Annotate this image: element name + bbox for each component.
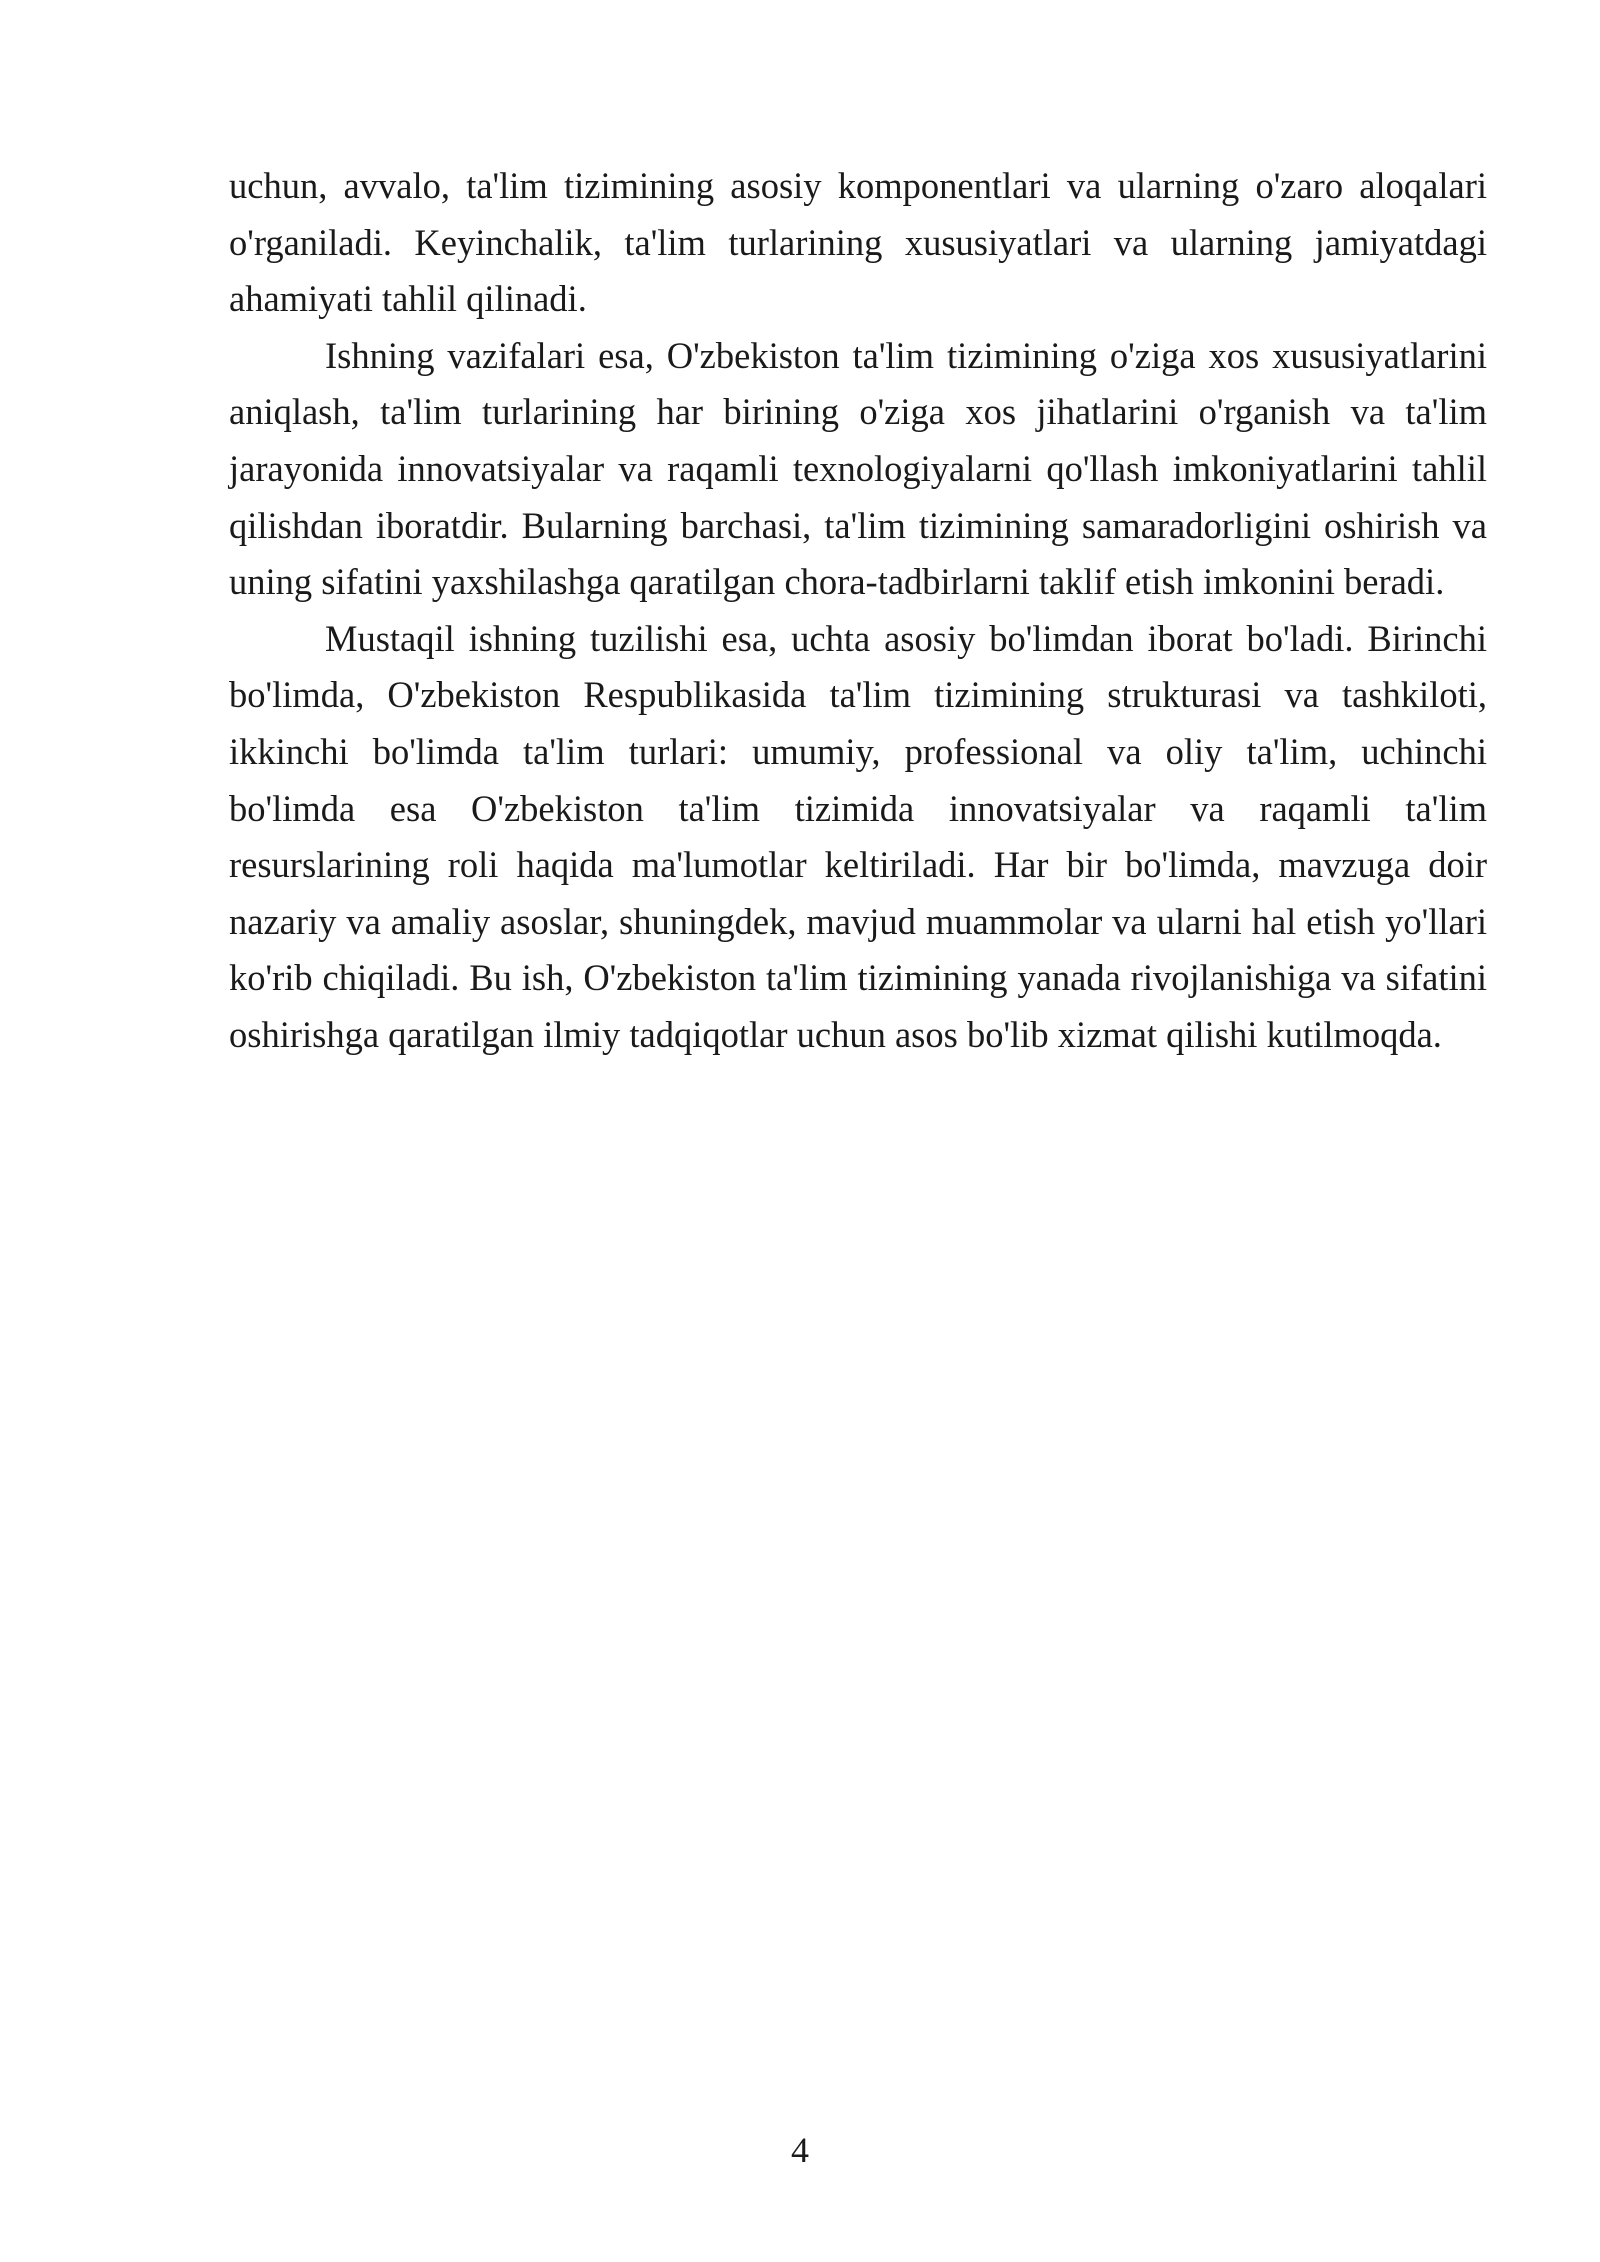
body-text — [229, 158, 1487, 1064]
paragraph-structure: Mustaqil ishning tuzilishi esa, uchta asosiy bo'limdan iborat bo'ladi. Birinchi bo'limda, O'zbekiston Respublikasida ta'lim tizimining strukturasi va tashkiloti, ikkinchi bo'limda ta'lim turlari: umumiy, professional va oliy ta'lim, uchinchi bo'limda esa O'zbekiston ta'lim tizimida innovatsiyalar va raqamli ta'lim resurslarining roli haqida ma'lumotlar keltiriladi. Har bir bo'limda, mavzuga doir nazariy va amaliy asoslar, shuningdek, mavjud muammolar va ularni hal etish yo'llari ko'rib chiqiladi. Bu ish, O'zbekiston ta'lim tizimining yanada rivojlanishiga va sifatini oshirishga qaratilgan ilmiy tadqiqotlar uchun asos bo'lib xizmat qilishi kutilmoqda. — [229, 617, 1487, 1055]
paragraph-tasks: Ishning vazifalari esa, O'zbekiston ta'lim tizimining o'ziga xos xususiyatlarini aniqlash, ta'lim turlarining har birining o'ziga xos jihatlarini o'rganish va ta'lim jarayonida innovatsiyalar va raqamli texnologiyalarni qo'llash imkoniyatlarini tahlil qilishdan iboratdir. Bularning barchasi, ta'lim tizimining samaradorligini oshirish va uning sifatini yaxshilashga qaratilgan chora-tadbirlarni taklif etish imkonini beradi. — [229, 334, 1487, 603]
paragraph-continuation: uchun, avvalo, ta'lim tizimining asosiy komponentlari va ularning o'zaro aloqalari o'rganiladi. Keyinchalik, ta'lim turlarining xususiyatlari va ularning jamiyatdagi ahamiyati tahlil qilinadi. — [229, 165, 1487, 320]
page-number: 4 — [791, 2130, 809, 2170]
